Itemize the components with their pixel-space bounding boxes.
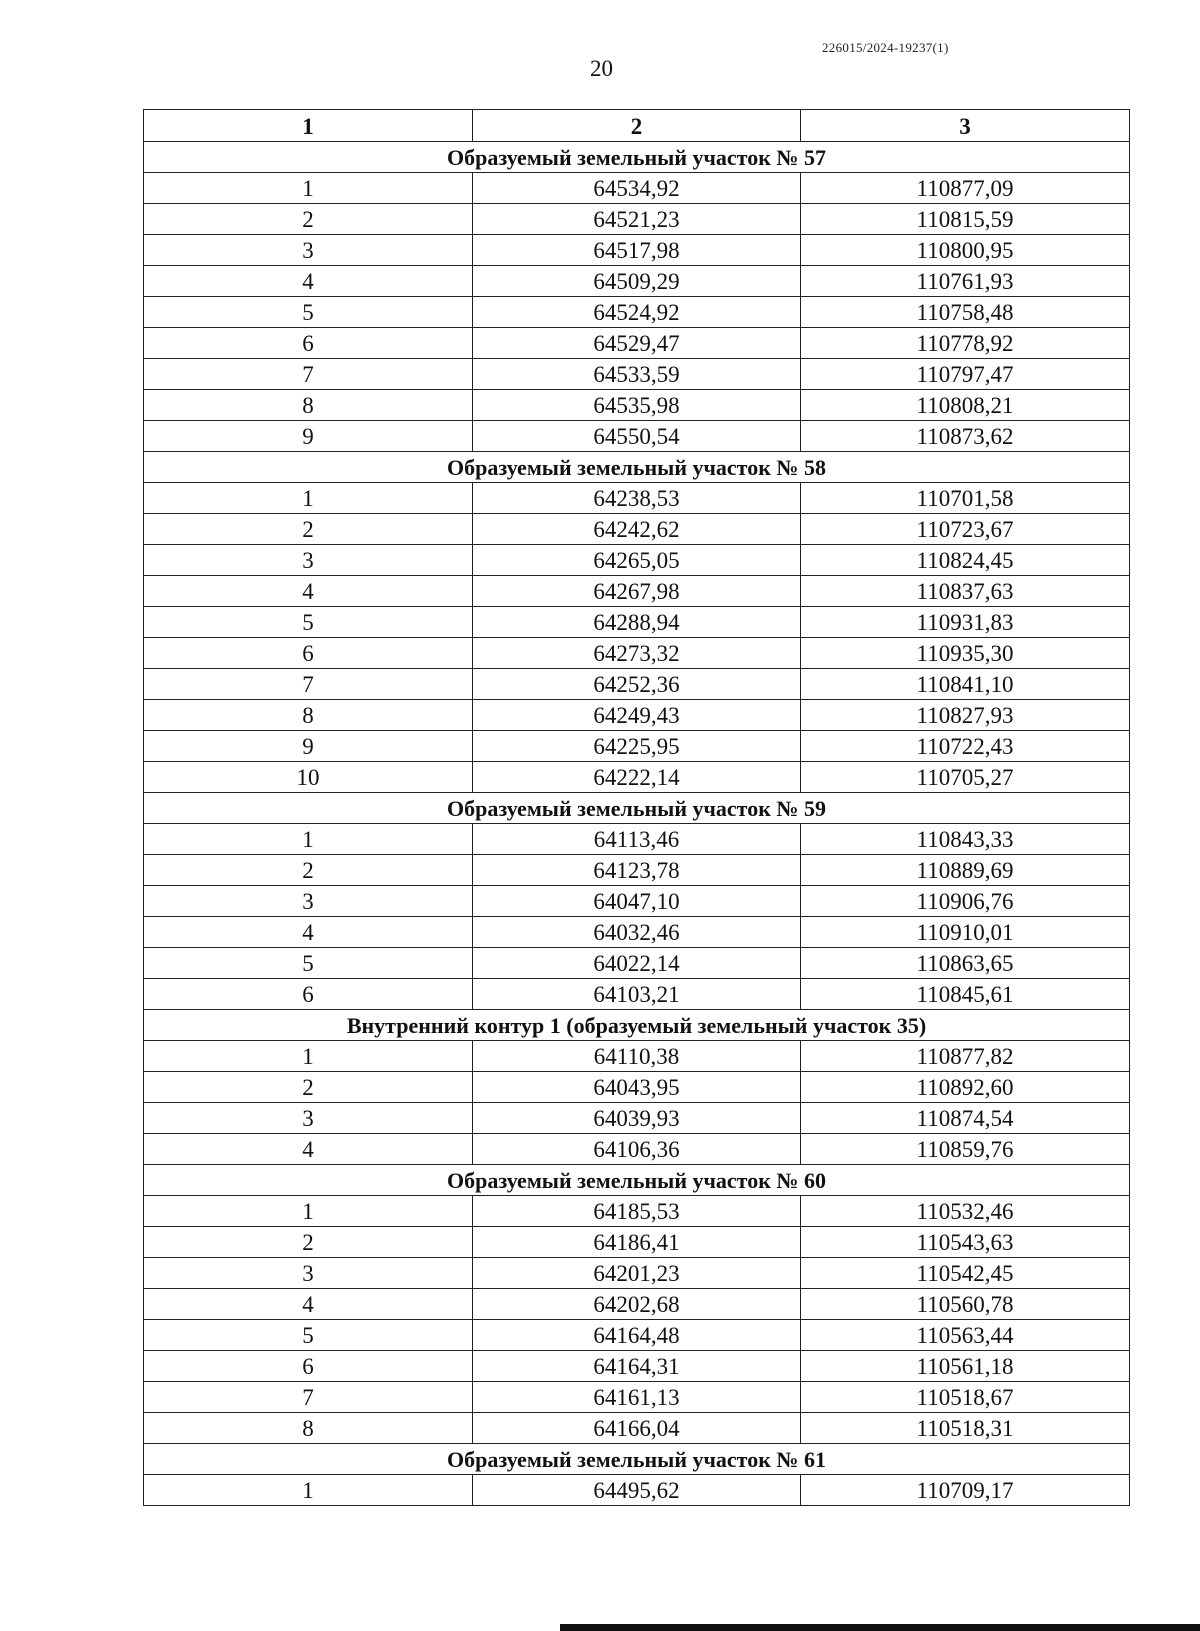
table-row [144,204,1130,235]
table-row [144,917,1130,948]
table-row [144,1320,1130,1351]
x-coordinate-cell: 64103,21 [473,979,801,1010]
y-coordinate-cell: 110723,67 [801,514,1130,545]
y-coordinate-cell: 110859,76 [801,1134,1130,1165]
point-number-cell: 4 [144,266,473,297]
table-row [144,638,1130,669]
y-coordinate-cell: 110800,95 [801,235,1130,266]
point-number-cell: 8 [144,1413,473,1444]
table-row [144,421,1130,452]
section-title: Внутренний контур 1 (образуемый земельный участок 35) [144,1010,1130,1041]
table-row [144,1134,1130,1165]
table-row [144,1103,1130,1134]
table-row [144,669,1130,700]
y-coordinate-cell: 110808,21 [801,390,1130,421]
x-coordinate-cell: 64022,14 [473,948,801,979]
point-number-cell: 4 [144,1134,473,1165]
y-coordinate-cell: 110705,27 [801,762,1130,793]
x-coordinate-cell: 64225,95 [473,731,801,762]
point-number-cell: 1 [144,173,473,204]
x-coordinate-cell: 64106,36 [473,1134,801,1165]
y-coordinate-cell: 110701,58 [801,483,1130,514]
x-coordinate-cell: 64265,05 [473,545,801,576]
point-number-cell: 8 [144,700,473,731]
y-coordinate-cell: 110889,69 [801,855,1130,886]
section-header-row [144,1010,1130,1041]
x-coordinate-cell: 64273,32 [473,638,801,669]
point-number-cell: 6 [144,638,473,669]
y-coordinate-cell: 110892,60 [801,1072,1130,1103]
point-number-cell: 2 [144,1227,473,1258]
table-row [144,266,1130,297]
table-row [144,1413,1130,1444]
table-row [144,576,1130,607]
point-number-cell: 9 [144,731,473,762]
point-number-cell: 1 [144,1041,473,1072]
y-coordinate-cell: 110815,59 [801,204,1130,235]
x-coordinate-cell: 64039,93 [473,1103,801,1134]
point-number-cell: 7 [144,1382,473,1413]
y-coordinate-cell: 110841,10 [801,669,1130,700]
table-row [144,731,1130,762]
x-coordinate-cell: 64110,38 [473,1041,801,1072]
x-coordinate-cell: 64185,53 [473,1196,801,1227]
table-row [144,545,1130,576]
y-coordinate-cell: 110824,45 [801,545,1130,576]
y-coordinate-cell: 110935,30 [801,638,1130,669]
point-number-cell: 5 [144,297,473,328]
y-coordinate-cell: 110709,17 [801,1475,1130,1506]
y-coordinate-cell: 110761,93 [801,266,1130,297]
x-coordinate-cell: 64043,95 [473,1072,801,1103]
table-row [144,1227,1130,1258]
x-coordinate-cell: 64186,41 [473,1227,801,1258]
section-header-row [144,142,1130,173]
point-number-cell: 3 [144,886,473,917]
section-title: Образуемый земельный участок № 59 [144,793,1130,824]
y-coordinate-cell: 110837,63 [801,576,1130,607]
y-coordinate-cell: 110874,54 [801,1103,1130,1134]
point-number-cell: 3 [144,1258,473,1289]
column-header-2: 2 [473,110,801,142]
document-id: 226015/2024-19237(1) [822,40,949,55]
point-number-cell: 10 [144,762,473,793]
table-row [144,390,1130,421]
table-row [144,1289,1130,1320]
x-coordinate-cell: 64550,54 [473,421,801,452]
table-row [144,1258,1130,1289]
x-coordinate-cell: 64517,98 [473,235,801,266]
point-number-cell: 1 [144,1196,473,1227]
table-row [144,1072,1130,1103]
table-row [144,886,1130,917]
y-coordinate-cell: 110518,67 [801,1382,1130,1413]
point-number-cell: 3 [144,1103,473,1134]
scan-edge-rule [560,1624,1200,1631]
table-row [144,1475,1130,1506]
y-coordinate-cell: 110843,33 [801,824,1130,855]
y-coordinate-cell: 110873,62 [801,421,1130,452]
table-row [144,1382,1130,1413]
point-number-cell: 4 [144,576,473,607]
y-coordinate-cell: 110542,45 [801,1258,1130,1289]
coordinates-table-body [144,110,1130,1506]
x-coordinate-cell: 64252,36 [473,669,801,700]
x-coordinate-cell: 64222,14 [473,762,801,793]
x-coordinate-cell: 64164,31 [473,1351,801,1382]
y-coordinate-cell: 110532,46 [801,1196,1130,1227]
y-coordinate-cell: 110722,43 [801,731,1130,762]
point-number-cell: 2 [144,204,473,235]
x-coordinate-cell: 64047,10 [473,886,801,917]
section-header-row [144,1444,1130,1475]
table-row [144,173,1130,204]
x-coordinate-cell: 64113,46 [473,824,801,855]
x-coordinate-cell: 64249,43 [473,700,801,731]
x-coordinate-cell: 64288,94 [473,607,801,638]
point-number-cell: 6 [144,979,473,1010]
section-header-row [144,1165,1130,1196]
x-coordinate-cell: 64201,23 [473,1258,801,1289]
table-row [144,824,1130,855]
y-coordinate-cell: 110778,92 [801,328,1130,359]
y-coordinate-cell: 110543,63 [801,1227,1130,1258]
x-coordinate-cell: 64534,92 [473,173,801,204]
table-row [144,607,1130,638]
point-number-cell: 6 [144,328,473,359]
x-coordinate-cell: 64161,13 [473,1382,801,1413]
table-row [144,1351,1130,1382]
point-number-cell: 1 [144,483,473,514]
table-row [144,1196,1130,1227]
point-number-cell: 2 [144,855,473,886]
x-coordinate-cell: 64238,53 [473,483,801,514]
table-row [144,762,1130,793]
x-coordinate-cell: 64533,59 [473,359,801,390]
y-coordinate-cell: 110931,83 [801,607,1130,638]
y-coordinate-cell: 110877,82 [801,1041,1130,1072]
section-header-row [144,452,1130,483]
x-coordinate-cell: 64166,04 [473,1413,801,1444]
x-coordinate-cell: 64521,23 [473,204,801,235]
y-coordinate-cell: 110561,18 [801,1351,1130,1382]
column-header-1: 1 [144,110,473,142]
table-row [144,979,1130,1010]
point-number-cell: 4 [144,1289,473,1320]
page-number: 20 [590,56,613,81]
table-row [144,359,1130,390]
table-row [144,855,1130,886]
table-row [144,948,1130,979]
column-header-3: 3 [801,110,1130,142]
y-coordinate-cell: 110827,93 [801,700,1130,731]
x-coordinate-cell: 64509,29 [473,266,801,297]
point-number-cell: 1 [144,1475,473,1506]
point-number-cell: 5 [144,948,473,979]
table-row [144,514,1130,545]
x-coordinate-cell: 64495,62 [473,1475,801,1506]
y-coordinate-cell: 110563,44 [801,1320,1130,1351]
y-coordinate-cell: 110560,78 [801,1289,1130,1320]
section-title: Образуемый земельный участок № 60 [144,1165,1130,1196]
y-coordinate-cell: 110758,48 [801,297,1130,328]
x-coordinate-cell: 64164,48 [473,1320,801,1351]
x-coordinate-cell: 64032,46 [473,917,801,948]
section-title: Образуемый земельный участок № 57 [144,142,1130,173]
table-row [144,1041,1130,1072]
section-header-row [144,793,1130,824]
table-row [144,235,1130,266]
y-coordinate-cell: 110906,76 [801,886,1130,917]
x-coordinate-cell: 64529,47 [473,328,801,359]
y-coordinate-cell: 110518,31 [801,1413,1130,1444]
point-number-cell: 5 [144,1320,473,1351]
point-number-cell: 2 [144,514,473,545]
table-header-row [144,110,1130,142]
y-coordinate-cell: 110845,61 [801,979,1130,1010]
y-coordinate-cell: 110863,65 [801,948,1130,979]
x-coordinate-cell: 64242,62 [473,514,801,545]
point-number-cell: 9 [144,421,473,452]
y-coordinate-cell: 110877,09 [801,173,1130,204]
point-number-cell: 1 [144,824,473,855]
x-coordinate-cell: 64267,98 [473,576,801,607]
table-row [144,483,1130,514]
point-number-cell: 8 [144,390,473,421]
section-title: Образуемый земельный участок № 58 [144,452,1130,483]
x-coordinate-cell: 64524,92 [473,297,801,328]
y-coordinate-cell: 110910,01 [801,917,1130,948]
point-number-cell: 3 [144,235,473,266]
coordinates-table [143,109,1130,1506]
point-number-cell: 6 [144,1351,473,1382]
table-row [144,297,1130,328]
y-coordinate-cell: 110797,47 [801,359,1130,390]
point-number-cell: 7 [144,359,473,390]
table-row [144,700,1130,731]
point-number-cell: 4 [144,917,473,948]
point-number-cell: 3 [144,545,473,576]
point-number-cell: 7 [144,669,473,700]
section-title: Образуемый земельный участок № 61 [144,1444,1130,1475]
x-coordinate-cell: 64202,68 [473,1289,801,1320]
table-row [144,328,1130,359]
x-coordinate-cell: 64535,98 [473,390,801,421]
x-coordinate-cell: 64123,78 [473,855,801,886]
point-number-cell: 2 [144,1072,473,1103]
point-number-cell: 5 [144,607,473,638]
